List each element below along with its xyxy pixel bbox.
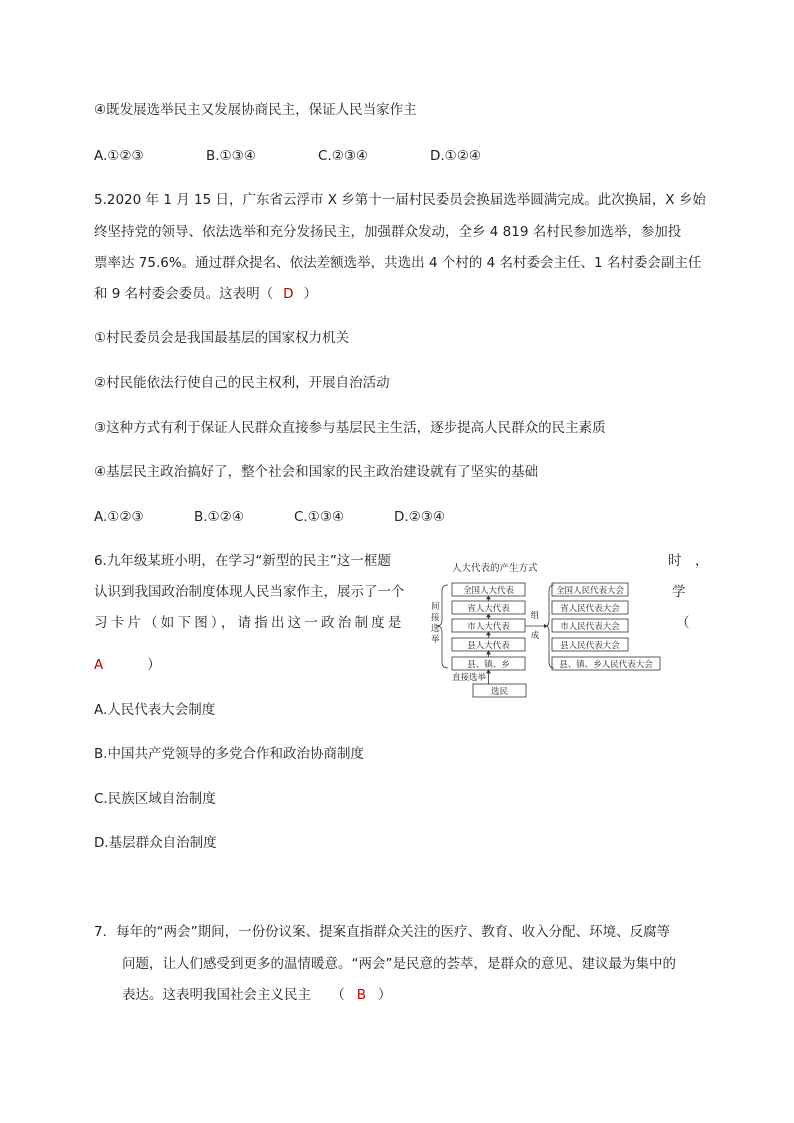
- q5-stem-line-1: 5.2020 年 1 月 15 日，广东省云浮市 X 乡第十一届村民委员会换届选举圆满完成。此次换届，X 乡始: [94, 192, 706, 208]
- right-box-township-label: 县、镇、乡人民代表大会: [559, 660, 653, 670]
- q6-answer-suffix: ）: [147, 657, 161, 673]
- q5-statement-1: ①村民委员会是我国最基层的国家权力机关: [94, 330, 350, 346]
- diagram-indirect-label: [431, 601, 440, 645]
- left-box-province-label: 省人大代表: [467, 604, 510, 614]
- diagram-svg: [428, 560, 668, 702]
- q5-statement-2: ②村民能依法行使自己的民主权利，开展自治活动: [94, 375, 390, 391]
- left-box-township-label: 县、镇、乡: [467, 660, 510, 670]
- q7-stem-line-2: 问题，让人们感受到更多的温情暖意。“两会”是民意的荟萃，是群众的意见、建议最为集中的: [122, 956, 676, 972]
- q7-stem-line-1: 7．每年的“两会”期间，一份份议案、提案直指群众关注的医疗、教育、收入分配、环境、反腐等: [94, 924, 671, 940]
- q5-option-b[interactable]: B.①②④: [194, 509, 244, 525]
- q4-option-c[interactable]: C.②③④: [318, 148, 369, 164]
- q5-option-c[interactable]: C.①③④: [294, 509, 345, 525]
- q7-stem-suffix: ）: [378, 987, 392, 1003]
- right-box-county-label: 县人民代表大会: [560, 641, 620, 651]
- q5-stem-line-2: 终坚持党的领导、依法选举和充分发扬民主，加强群众发动，全乡 4 819 名村民参加选举，参加投: [94, 224, 682, 240]
- q4-options: [94, 146, 481, 166]
- q6-answer: A: [94, 657, 104, 673]
- q6-stem-line-1: 6.九年级某班小明，在学习“新型的民主”这一框题: [94, 553, 391, 569]
- compose-char-1: 组: [530, 611, 540, 621]
- q4-option-b[interactable]: B.①③④: [206, 148, 256, 164]
- diagram-right-brace: [546, 585, 554, 668]
- diagram-title: 人大代表的产生方式: [452, 563, 538, 574]
- q5-statement-3: ③这种方式有利于保证人民群众直接参与基层民主生活，逐步提高人民群众的民主素质: [94, 420, 606, 436]
- compose-char-2: 成: [530, 631, 540, 641]
- q6-option-c[interactable]: C.民族区域自治制度: [94, 791, 216, 807]
- indirect-char-3: 选: [431, 624, 440, 634]
- q5-statement-4: ④基层民主政治搞好了，整个社会和国家的民主政治建设就有了坚实的基础: [94, 464, 539, 480]
- indirect-char-4: 举: [431, 635, 440, 645]
- q5-stem-line-4: [94, 284, 317, 304]
- q7-stem-line-3: [122, 985, 392, 1005]
- q6-stem-line-2-end: 学: [672, 584, 686, 600]
- q5-stem-line-3: 票率达 75.6%。通过群众提名、依法差额选举，共选出 4 个村的 4 名村委会主任、1 名村委会副主任: [94, 255, 702, 271]
- left-box-national-label: 全国人大代表: [462, 586, 515, 596]
- q6-stem-line-1-end: 时 ，: [668, 553, 709, 569]
- q5-stem-prefix: 和 9 名村委会委员。这表明（: [94, 286, 274, 302]
- q6-stem-line-2: 认识到我国政治制度体现人民当家作主，展示了一个: [94, 584, 405, 600]
- diagram-direct-label: 直接选举: [452, 673, 487, 683]
- q6-stem-line-3-end: （: [676, 615, 690, 631]
- right-box-city-label: 市人民代表大会: [560, 622, 620, 632]
- indirect-char-2: 接: [431, 613, 440, 623]
- q7-stem-prefix: 表达。这表明我国社会主义民主 （: [122, 987, 345, 1003]
- q4-option-a[interactable]: A.①②③: [94, 148, 144, 164]
- right-box-national-label: 全国人民代表大会: [555, 586, 625, 596]
- voters-box-label: 选民: [490, 687, 509, 697]
- q6-option-b[interactable]: B.中国共产党领导的多党合作和政治协商制度: [94, 746, 365, 762]
- q6-stem-line-3: 习卡片（如下图），请指出这一政治制度是: [94, 615, 405, 631]
- q6-answer-line: [94, 655, 161, 675]
- q5-stem-suffix: ）: [303, 286, 318, 302]
- left-box-county-label: 县人大代表: [467, 641, 510, 651]
- q7-answer: B: [356, 987, 367, 1003]
- left-box-city-label: 市人大代表: [467, 622, 510, 632]
- people-congress-diagram: [428, 560, 668, 702]
- q6-option-d[interactable]: D.基层群众自治制度: [94, 835, 217, 851]
- q5-options: [94, 507, 445, 527]
- q4-statement-4: ④既发展选举民主又发展协商民主，保证人民当家作主: [94, 102, 417, 118]
- q5-option-d[interactable]: D.②③④: [394, 509, 445, 525]
- q4-option-d[interactable]: D.①②④: [430, 148, 481, 164]
- q6-option-a[interactable]: A.人民代表大会制度: [94, 702, 216, 718]
- q5-option-a[interactable]: A.①②③: [94, 509, 144, 525]
- indirect-char-1: 间: [431, 602, 440, 612]
- diagram-right-boxes: [552, 583, 660, 670]
- q5-answer: D: [283, 286, 294, 302]
- right-box-province-label: 省人民代表大会: [560, 604, 620, 614]
